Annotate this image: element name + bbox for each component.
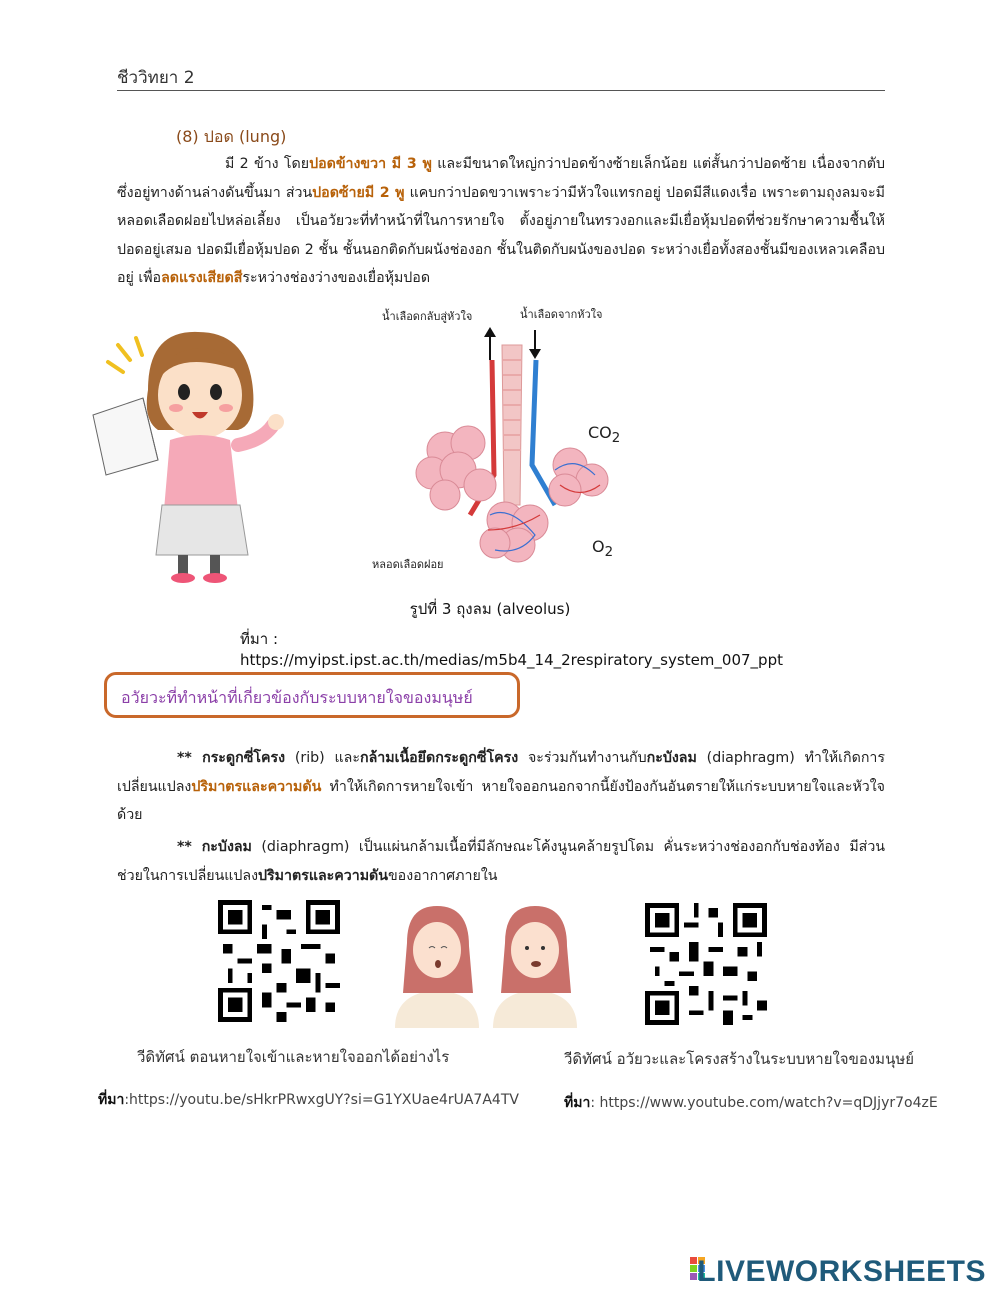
qr-code-right[interactable]	[645, 903, 767, 1025]
text: (diaphragm) เป็นแผ่นกล้ามเนื้อที่มีลักษณะโค้งนูนคล้ายรูปโดม คั่นระหว่างช่องอกกับช่องท้อง มีส่วนช่วยในการเปลี่ยนแปลง	[117, 839, 885, 884]
bold-text: กล้ามเนื้อยึดกระดูกซี่โครง	[360, 750, 519, 766]
rib-paragraph	[117, 744, 885, 830]
qr-code-left[interactable]	[218, 900, 340, 1022]
capillary-label: หลอดเลือดฝอย	[372, 558, 444, 571]
alveolus-figure	[370, 305, 630, 585]
text: จะร่วมกันทำงานกับ	[518, 750, 647, 766]
bold-text: ** กระดูกซี่โครง	[177, 750, 286, 766]
co2-label	[588, 423, 620, 446]
source-prefix: ที่มา	[564, 1095, 591, 1111]
video-right-label: วีดิทัศน์ อวัยวะและโครงสร้างในระบบหายใจของมนุษย์	[564, 1050, 914, 1068]
bold-text: กะบังลม	[646, 750, 697, 766]
text: (diaphragm) ทำให้เกิดการเปลี่ยนแปลง	[117, 750, 885, 795]
breathing-illustration	[385, 898, 585, 1028]
source-url[interactable]: :https://youtu.be/sHkrPRwxgUY?si=G1YXUae4rUA7A4TV	[124, 1092, 519, 1108]
text: ของอากาศภายใน	[387, 867, 498, 884]
highlight: ปอดซ้ายมี 2 พู	[312, 184, 405, 201]
video-left-source[interactable]	[98, 1089, 519, 1111]
section-title: (8) ปอด (lung)	[176, 127, 287, 146]
text: มี 2 ข้าง โดย	[225, 156, 310, 172]
teacher-cartoon-illustration	[88, 310, 288, 590]
blood-return-label: น้ำเลือดกลับสู่หัวใจ	[382, 310, 473, 323]
bold-text: ** กะบังลม	[177, 839, 252, 855]
co2-sub: 2	[611, 431, 621, 447]
lung-paragraph	[117, 150, 885, 293]
liveworksheets-logo[interactable]: LIVEWORKSHEETS	[697, 1255, 986, 1288]
video-right-source[interactable]	[564, 1092, 938, 1114]
source-url[interactable]: : https://www.youtube.com/watch?v=qDJjyr7o4zE	[590, 1095, 938, 1111]
source-prefix: ที่มา	[98, 1092, 125, 1108]
text: ระหว่างช่องว่างของเยื่อหุ้มปอด	[242, 270, 431, 286]
highlight: ปริมาตรและความดัน	[191, 778, 322, 795]
text: แคบกว่าปอดขวาเพราะว่ามีหัวใจแทรกอยู่ ปอดมีสีแดงเรื่อ เพราะตามถุงลมจะมีหลอดเลือดฝอยไปหล่อเลี้ยง เป็นอวัยวะที่ทำหน้าที่ในการหายใจ ตั้งอยู่ภายในทรวงอกและมีเยื่อหุ้มปอดที่ช่วยรักษาความชื้นให้ปอดอยู่เสมอ ปอดมีเยื่อหุ้มปอด 2 ชั้น ชั้นนอกติดกับผนังช่องอก ชั้นในติดกับผนังของปอด ระหว่างเยื่อทั้งสองชั้นมีของเหลวเคลือบอยู่ เพื่อ	[117, 184, 885, 286]
bold-text: ปริมาตรและความดัน	[258, 867, 388, 884]
organs-section-title: อวัยวะที่ทำหน้าที่เกี่ยวข้องกับระบบหายใจของมนุษย์	[121, 688, 473, 707]
organs-section-box	[104, 672, 520, 718]
highlight: ลดแรงเสียดสี	[161, 270, 243, 286]
blood-out-label: น้ำเลือดจากหัวใจ	[520, 308, 603, 321]
video-left-label: วีดิทัศน์ ตอนหายใจเข้าและหายใจออกได้อย่างไร	[137, 1048, 450, 1066]
document-header: ชีววิทยา 2	[117, 68, 195, 88]
figure-source: ที่มา : https://myipst.ipst.ac.th/medias/m5b4_14_2respiratory_system_007_ppt	[240, 630, 783, 669]
o2-text: O	[592, 537, 605, 556]
o2-sub: 2	[604, 545, 614, 561]
o2-label	[592, 537, 613, 560]
text: และมีขนาดใหญ่กว่าปอดข้างซ้ายเล็กน้อย แต่สั้นกว่าปอดซ้าย เนื่องจากตับซึ่งอยู่ทางด้านล่างดันขึ้นมา ส่วน	[117, 156, 885, 201]
figure-caption: รูปที่ 3 ถุงลม (alveolus)	[409, 600, 571, 618]
text: (rib) และ	[285, 750, 361, 766]
diaphragm-paragraph	[117, 833, 885, 890]
header-divider	[117, 90, 885, 91]
co2-text: CO	[588, 423, 612, 442]
highlight: ปอดข้างขวา มี 3 พู	[309, 156, 432, 172]
text: ทำให้เกิดการหายใจเข้า หายใจออกนอกจากนี้ยังป้องกันอันตรายให้แก่ระบบหายใจและหัวใจด้วย	[117, 778, 885, 823]
